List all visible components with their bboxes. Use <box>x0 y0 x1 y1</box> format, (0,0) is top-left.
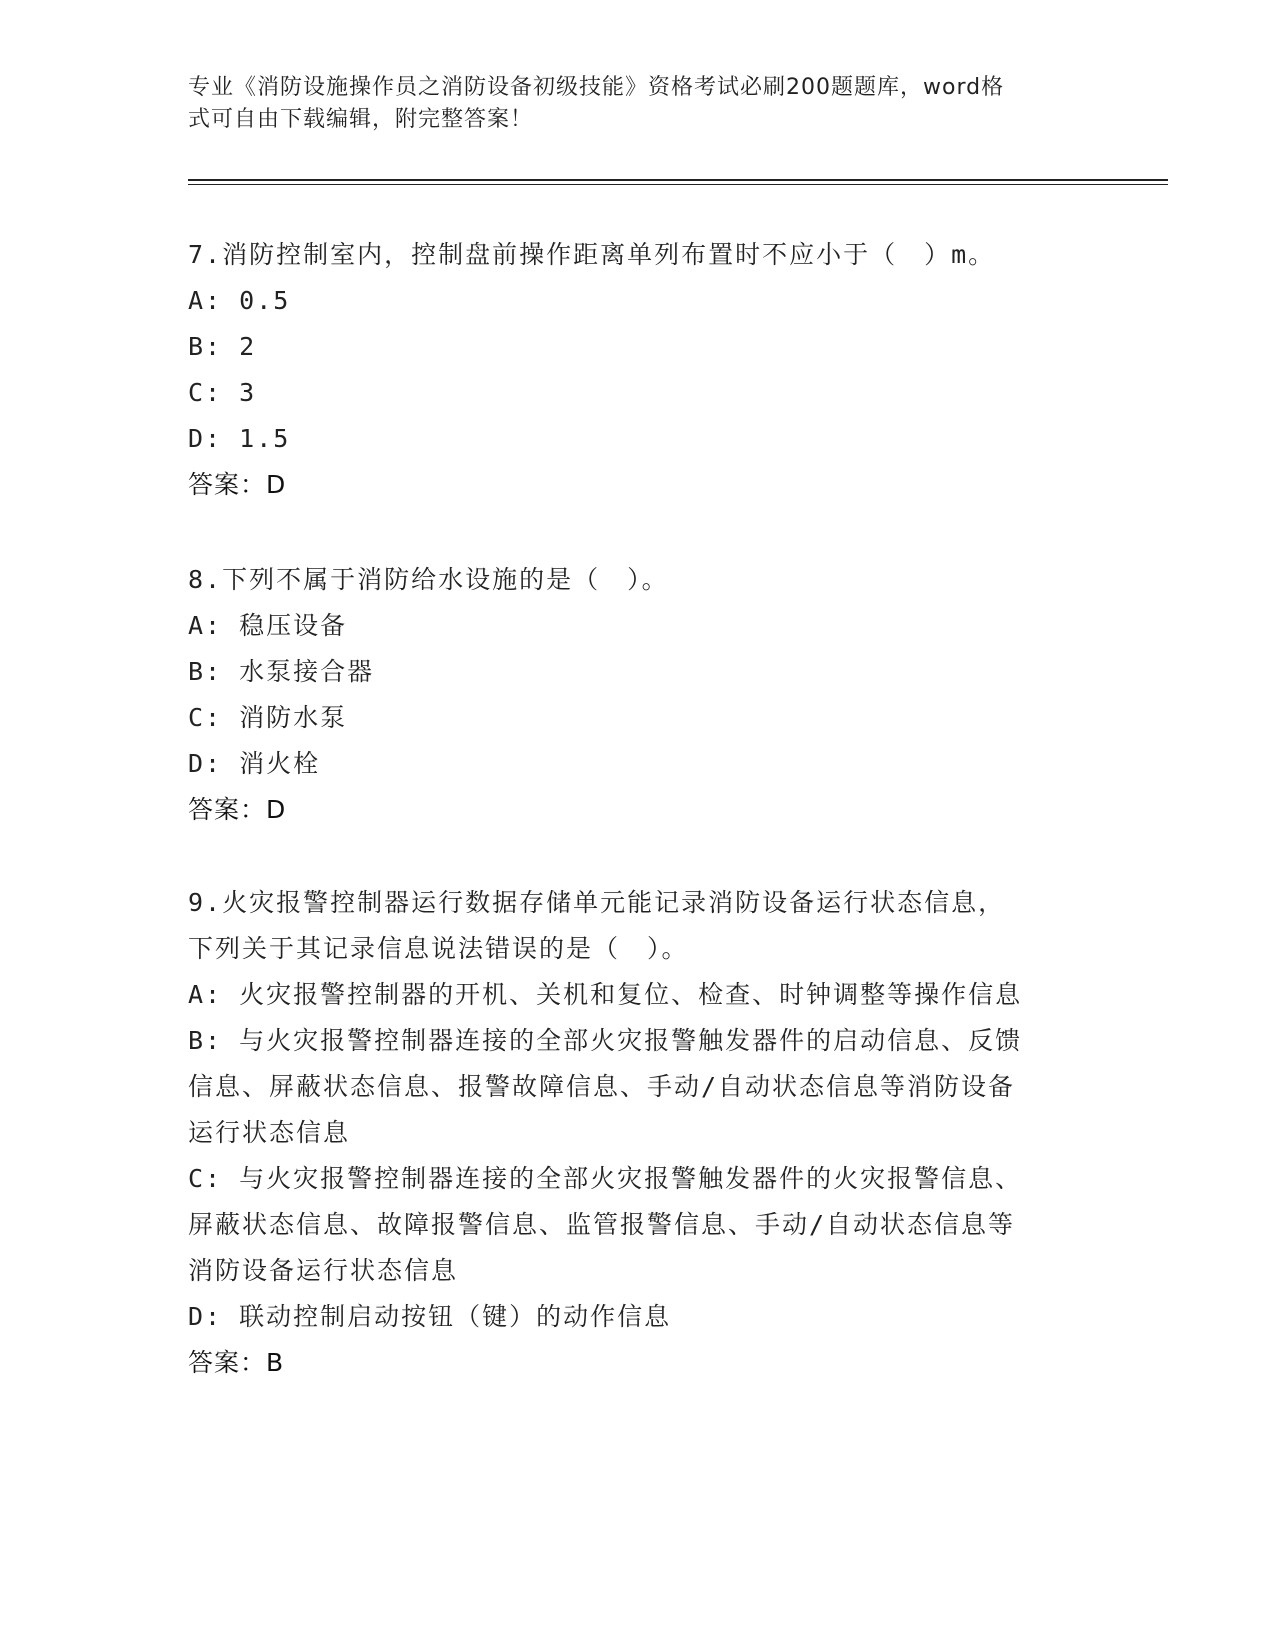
question-stem: 8.下列不属于消防给水设施的是（ ）。 <box>188 565 669 594</box>
answer: 答案：D <box>188 470 287 499</box>
option-a: A: 0.5 <box>188 286 291 315</box>
header-divider-thick <box>188 179 1168 181</box>
header-divider-thin <box>188 184 1168 185</box>
question-8 <box>188 557 1088 833</box>
option-b: B: 水泵接合器 <box>188 657 375 686</box>
question-stem-line-2: 下列关于其记录信息说法错误的是（ ）。 <box>188 934 689 963</box>
header-line-1: 专业《消防设施操作员之消防设备初级技能》资格考试必刷200题题库，word格 <box>188 75 1005 100</box>
option-c-line-3: 消防设备运行状态信息 <box>188 1256 459 1285</box>
option-b-line-3: 运行状态信息 <box>188 1118 351 1147</box>
document-header <box>188 72 1078 136</box>
question-stem-line-1: 9.火灾报警控制器运行数据存储单元能记录消防设备运行状态信息， <box>188 888 1006 917</box>
option-a: A: 火灾报警控制器的开机、关机和复位、检查、时钟调整等操作信息 <box>188 980 1023 1009</box>
header-line-2: 式可自由下载编辑，附完整答案！ <box>188 107 534 132</box>
option-c-line-1: C: 与火灾报警控制器连接的全部火灾报警触发器件的火灾报警信息、 <box>188 1164 1023 1193</box>
option-c: C: 消防水泵 <box>188 703 348 732</box>
option-c: C: 3 <box>188 378 257 407</box>
question-stem: 7.消防控制室内，控制盘前操作距离单列布置时不应小于（ ）m。 <box>188 240 996 269</box>
option-a: A: 稳压设备 <box>188 611 348 640</box>
option-d: D: 联动控制启动按钮（键）的动作信息 <box>188 1302 672 1331</box>
answer: 答案：D <box>188 795 287 824</box>
question-7 <box>188 232 1088 508</box>
answer: 答案：B <box>188 1348 285 1377</box>
option-b-line-1: B: 与火灾报警控制器连接的全部火灾报警触发器件的启动信息、反馈 <box>188 1026 1023 1055</box>
option-b-line-2: 信息、屏蔽状态信息、报警故障信息、手动/自动状态信息等消防设备 <box>188 1072 1016 1101</box>
option-d: D: 消火栓 <box>188 749 321 778</box>
option-d: D: 1.5 <box>188 424 291 453</box>
option-b: B: 2 <box>188 332 257 361</box>
option-c-line-2: 屏蔽状态信息、故障报警信息、监管报警信息、手动/自动状态信息等 <box>188 1210 1016 1239</box>
question-9 <box>188 880 1088 1386</box>
